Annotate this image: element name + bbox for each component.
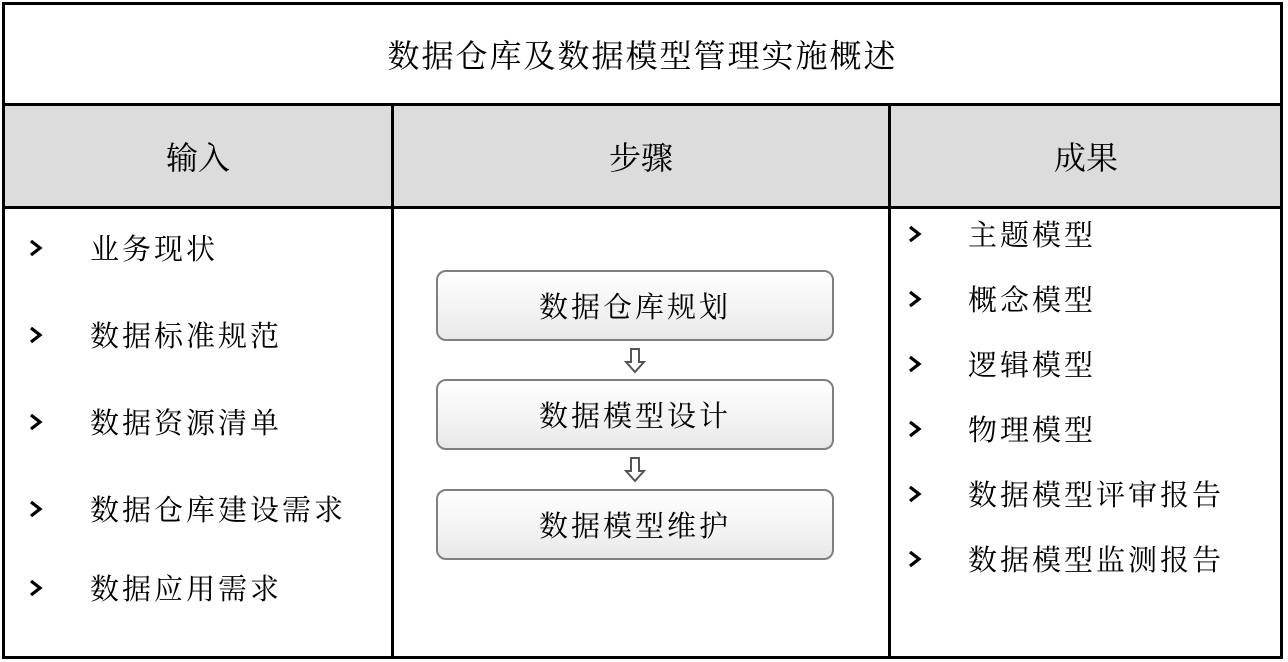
inputs-header: 输入 bbox=[165, 139, 230, 177]
step-box: 数据仓库规划 bbox=[436, 270, 834, 341]
input-item bbox=[26, 314, 282, 355]
column-divider-2 bbox=[888, 106, 891, 656]
chevron-right-icon bbox=[26, 499, 46, 519]
output-item bbox=[905, 473, 1224, 514]
down-arrow-icon bbox=[624, 347, 646, 375]
chevron-right-icon bbox=[26, 578, 46, 598]
chevron-right-icon bbox=[905, 419, 925, 439]
steps-header: 步骤 bbox=[608, 139, 673, 177]
input-item bbox=[26, 401, 282, 442]
output-item-label: 概念模型 bbox=[968, 283, 1097, 317]
output-item-label: 数据模型监测报告 bbox=[968, 543, 1225, 577]
input-item-label: 数据标准规范 bbox=[90, 319, 283, 353]
output-item bbox=[905, 213, 1096, 254]
down-arrow-icon bbox=[624, 456, 646, 484]
chevron-right-icon bbox=[905, 484, 925, 504]
outputs-header: 成果 bbox=[1053, 139, 1118, 177]
chevron-right-icon bbox=[905, 289, 925, 309]
chevron-right-icon bbox=[26, 412, 46, 432]
input-item-label: 数据资源清单 bbox=[90, 406, 283, 440]
chevron-right-icon bbox=[905, 354, 925, 374]
header-row bbox=[5, 106, 1280, 209]
table-frame bbox=[2, 2, 1283, 659]
input-item bbox=[26, 567, 282, 608]
input-item-label: 数据应用需求 bbox=[90, 572, 283, 606]
input-item-label: 业务现状 bbox=[90, 232, 219, 266]
output-item bbox=[905, 538, 1224, 579]
page-title: 数据仓库及数据模型管理实施概述 bbox=[5, 5, 1280, 106]
output-item bbox=[905, 408, 1096, 449]
chevron-right-icon bbox=[905, 549, 925, 569]
input-item bbox=[26, 227, 218, 268]
output-item bbox=[905, 343, 1096, 384]
chevron-right-icon bbox=[26, 238, 46, 258]
output-item-label: 数据模型评审报告 bbox=[968, 478, 1225, 512]
step-box: 数据模型维护 bbox=[436, 489, 834, 560]
output-item-label: 主题模型 bbox=[968, 218, 1097, 252]
output-item-label: 逻辑模型 bbox=[968, 348, 1097, 382]
input-item bbox=[26, 488, 346, 529]
step-box: 数据模型设计 bbox=[436, 379, 834, 450]
chevron-right-icon bbox=[26, 325, 46, 345]
output-item bbox=[905, 278, 1096, 319]
input-item-label: 数据仓库建设需求 bbox=[90, 493, 347, 527]
column-divider-1 bbox=[391, 106, 394, 656]
output-item-label: 物理模型 bbox=[968, 413, 1097, 447]
chevron-right-icon bbox=[905, 224, 925, 244]
